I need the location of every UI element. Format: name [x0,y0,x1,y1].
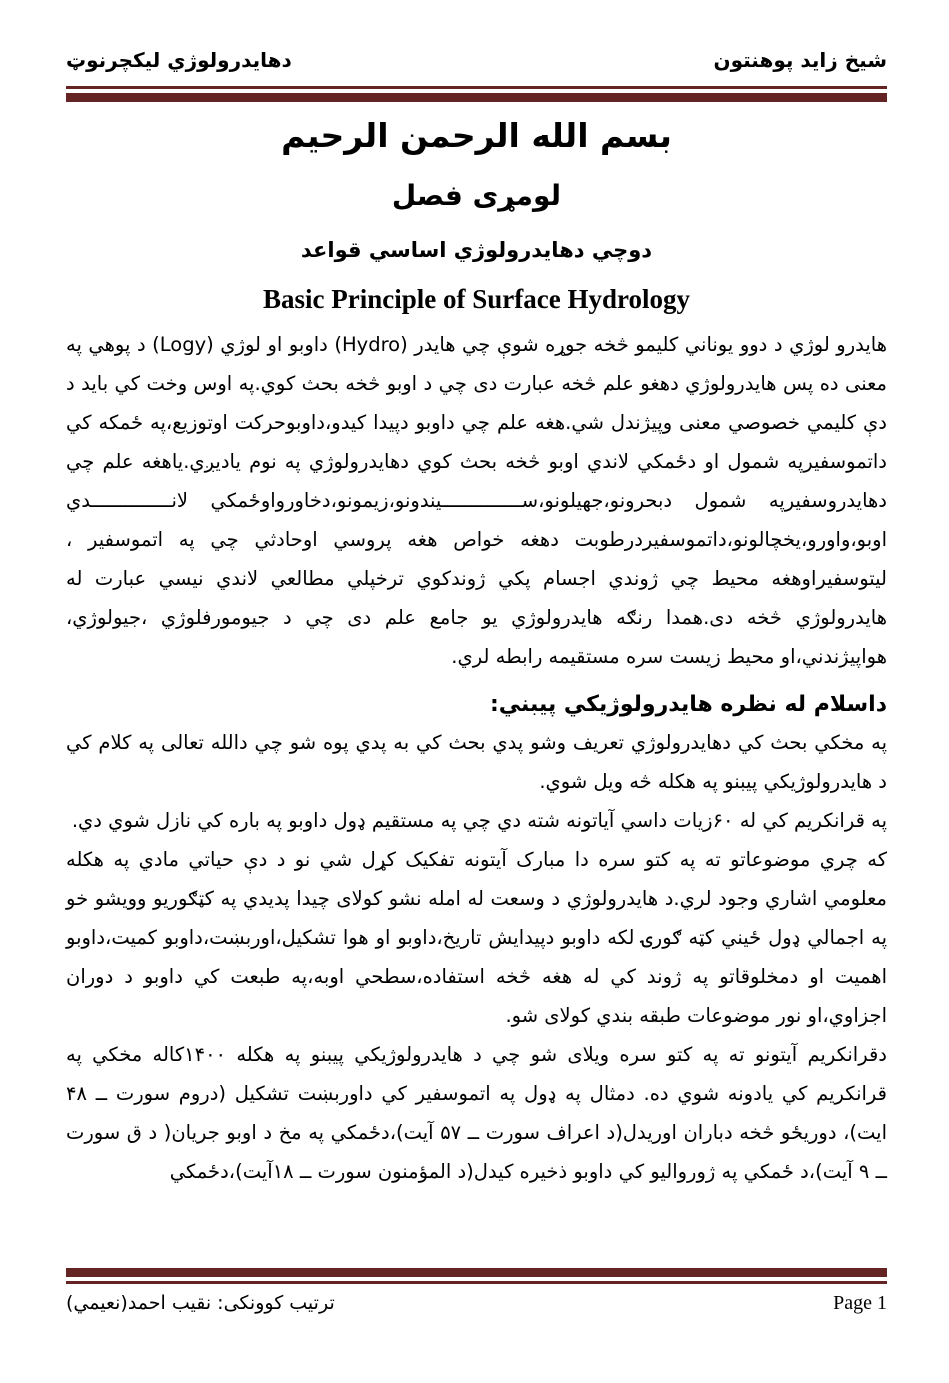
page-footer [66,1268,887,1315]
page-number: Page 1 [833,1292,887,1314]
document-body [66,104,887,1191]
section-heading-islam-view: داسلام له نظره هايدرولوژيکي پيبني: [489,692,887,717]
header-lecture-note: دهايدرولوژي ليکچرنوټ [66,48,292,72]
paragraph-hydrology-definition: هايدرو لوژي د دوو يوناني کليمو څخه جوړه شوې چي هايدر (Hydro) داوبو او لوژي (Logy) د پوهي په معنی ده پس هايدرولوژي دهغو علم څخه عبارت دی چي د اوبو څخه بحث کوي.په اوس وخت کي بايد د دې کليمي خصوصي معنی وپيژندل شي.هغه علم چي داوبو دپيدا کيدو،داوبوحرکت اوتوزيع،په ځمکه کي داتموسفيرپه شمول او دځمکي لاندي اوبو څخه بحث کوي دهايدرولوژي په نوم ياديږي.ياهغه علم چي دهايدروسفيرپه شمول دبحرونو،جهيلونو،ســــــــــــــيندونو،زيمونو،دخاورواوځمکي لانــــــــــــــدي اوبو،واورو،يخچالونو،داتموسفيردرطوبت دهغه خواص هغه پروسي اوحادثي چي په اتموسفير ، ليتوسفيراوهغه محيط چي ژوندي اجسام پکي ژوندکوي ترخپلي مطالعي لاندي نيسي عبارت له هايدرولوژي څخه دی.همدا رنګه هايدرولوژي يو جامع علم دی چي د جيومورفلوژي ،جيولوژي، هواپيژندني،او محيط زيست سره مستقيمه رابطه لري. [66,333,888,668]
paragraph-previous-definition: په مخکي بحث کي دهايدرولوژي تعريف وشو پدي بحث کي به پدي پوه شو چي دالله تعالی په کلام کي د هايدرولوژيکي پيبنو په هکله څه ويل شوي. [66,731,887,793]
bismillah-title: بسم الله الرحمن الرحيم [281,116,672,155]
footer-rule [66,1268,887,1284]
paragraph-quran-examples: دقرانکريم آيتونو ته په کتو سره ويلای شو چي د هايدرولوژيکي پيبنو په هکله ۱۴۰۰کاله مخکي په قرانکريم کي يادونه شوي ده. دمثال په ډول په اتموسفير کي داوربښت تشکيل (دروم سورت ــ ۴۸ ايت)، دوريځو څخه دباران اوريدل(د اعراف سورت ــ ۵۷ آيت)،دځمکي په مخ د اوبو جريان( د ق سورت ــ ۹ آيت)،د ځمکي په ژورواليو کي داوبو ذخيره کيدل(د المؤمنون سورت ــ ۱۸آيت)،دځمکي [66,1043,887,1183]
chapter-title: لومړی فصل [391,179,562,212]
header-university: شيخ زايد پوهنتون [713,48,887,72]
header-rule [66,86,887,102]
paragraph-quran-verses-count: په قرانکريم کي له ۶۰زيات داسي آياتونه شته دي چي په مستقيم ډول داوبو په باره کي نازل شوي دي. [71,809,887,832]
pashto-subtitle: دوچي دهايدرولوژي اساسي قواعد [300,238,653,262]
page-header [66,48,887,72]
footer-credit: ترتيب کوونکی: نقيب احمد(نعيمي) [66,1292,335,1314]
english-title: Basic Principle of Surface Hydrology [263,284,690,314]
paragraph-topics-classification: که چري موضوعاتو ته په کتو سره دا مبارک آيتونه تفکيک کړل شي نو د دې حياتي مادي په هکله معلومي اشاري وجود لري.د هايدرولوژي د وسعت له امله نشو کولای چيدا پديدي په کټګوريو وويشو خو په اجمالي ډول ځيني کټه ګورۍ لکه داوبو دپيدايش تاريخ،داوبو او هوا تشکيل،اوربښت،داوبو کميت،داوبو اهميت او دمخلوقاتو په ژوند کي له هغه څخه استفاده،سطحي اوبه،په طبعت کي داوبو د دوران اجزاوي،او نور موضوعات طبقه بندي کولای شو. [66,848,887,1027]
